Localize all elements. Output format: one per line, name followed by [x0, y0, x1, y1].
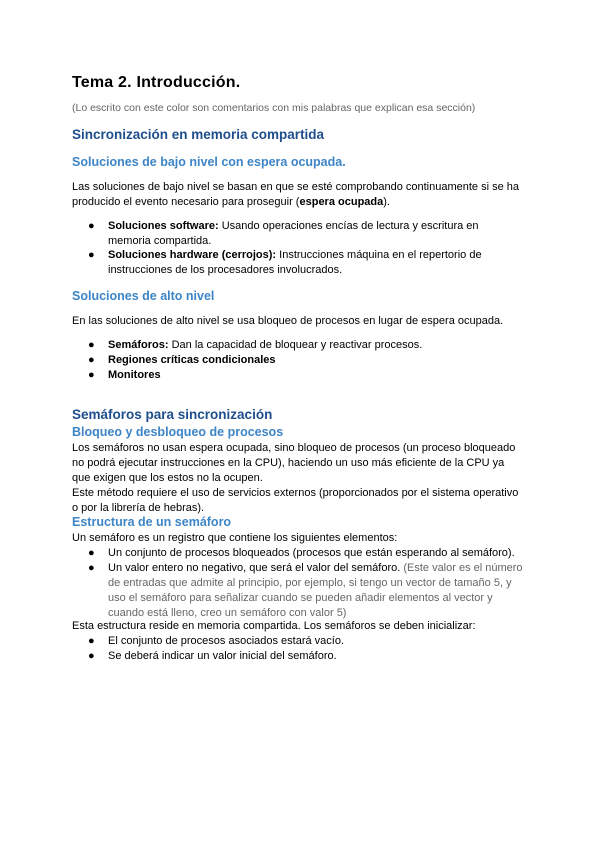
paragraph-line: Los semáforos no usan espera ocupada, sino bloqueo de procesos (un proceso bloqueado: [72, 442, 516, 454]
list-item: [88, 338, 423, 353]
list-item: [88, 546, 515, 561]
text: Usando operaciones encías de lectura y escritura en: [218, 220, 479, 232]
paragraph-line: Este método requiere el uso de servicios externos (proporcionados por el sistema operativo: [72, 487, 519, 499]
paragraph-line: que exigen que los estos no la ocupen.: [72, 472, 263, 484]
bullet-icon: ●: [88, 249, 95, 261]
bold-text: Soluciones software:: [108, 220, 219, 232]
bullet-icon: ●: [88, 562, 95, 574]
bold-text: Monitores: [108, 369, 161, 381]
subheading-estructura: Estructura de un semáforo: [72, 515, 232, 529]
text: Un valor entero no negativo, que será el valor del semáforo.: [108, 562, 401, 574]
comment-text: (Este valor es el número: [400, 562, 523, 574]
list-item: [88, 353, 276, 368]
paragraph-line: [72, 195, 390, 210]
bullet-icon: ●: [88, 220, 95, 232]
bullet-icon: ●: [88, 354, 95, 366]
list-item: [88, 561, 523, 621]
comment-text: de entradas que admite al principio, por ejemplo, si tengo un vector de tamaño 5, y: [108, 577, 512, 589]
text: instrucciones de los procesadores involucrados.: [108, 264, 343, 276]
list-item: [88, 649, 337, 664]
list-item: [88, 219, 479, 249]
text: memoria compartida.: [108, 235, 212, 247]
comment-note: (Lo escrito con este color son comentarios con mis palabras que explican esa sección): [72, 102, 476, 114]
bold-text: Soluciones hardware (cerrojos):: [108, 249, 277, 261]
text: ).: [383, 196, 390, 208]
list-item: [88, 248, 482, 278]
subheading-bloqueo: Bloqueo y desbloqueo de procesos: [72, 425, 284, 439]
bullet-icon: ●: [88, 650, 95, 662]
bold-text: espera ocupada: [299, 196, 384, 208]
subheading-alto-nivel: Soluciones de alto nivel: [72, 289, 215, 303]
bullet-icon: ●: [88, 635, 95, 647]
paragraph: Esta estructura reside en memoria compartida. Los semáforos se deben inicializar:: [72, 620, 476, 632]
text: Un conjunto de procesos bloqueados (procesos que están esperando al semáforo).: [108, 547, 515, 559]
section-heading-semaforos: Semáforos para sincronización: [72, 407, 273, 422]
text: producido el evento necesario para proseguir (: [72, 196, 300, 208]
comment-text: uso el semáforo para señalizar cuando se pueden añadir elementos al vector y: [108, 592, 493, 604]
list-item: [88, 368, 161, 383]
bullet-icon: ●: [88, 339, 95, 351]
bold-text: Regiones críticas condicionales: [108, 354, 276, 366]
text: Instrucciones máquina en el repertorio de: [276, 249, 482, 261]
paragraph-line: o por la librería de hebras).: [72, 502, 205, 514]
subheading-bajo-nivel: Soluciones de bajo nivel con espera ocupada.: [72, 155, 346, 169]
text: Se deberá indicar un valor inicial del semáforo.: [108, 650, 337, 662]
bullet-icon: ●: [88, 369, 95, 381]
paragraph: Un semáforo es un registro que contiene los siguientes elementos:: [72, 532, 398, 544]
paragraph-line: Las soluciones de bajo nivel se basan en que se esté comprobando continuamente si se ha: [72, 181, 520, 193]
comment-text: cuando está lleno, creo un semáforo con valor 5): [108, 607, 347, 619]
section-heading-sincronizacion: Sincronización en memoria compartida: [72, 127, 325, 142]
text: El conjunto de procesos asociados estará vacío.: [108, 635, 345, 647]
bullet-icon: ●: [88, 547, 95, 559]
page-title: Tema 2. Introducción.: [72, 74, 241, 91]
list-item: [88, 634, 345, 649]
bold-text: Semáforos:: [108, 339, 169, 351]
text: Dan la capacidad de bloquear y reactivar procesos.: [168, 339, 423, 351]
paragraph: En las soluciones de alto nivel se usa bloqueo de procesos en lugar de espera ocupada.: [72, 315, 504, 327]
paragraph-line: no podrá ejecutar instrucciones en la CPU), haciendo un uso más eficiente de la CPU ya: [72, 457, 505, 469]
